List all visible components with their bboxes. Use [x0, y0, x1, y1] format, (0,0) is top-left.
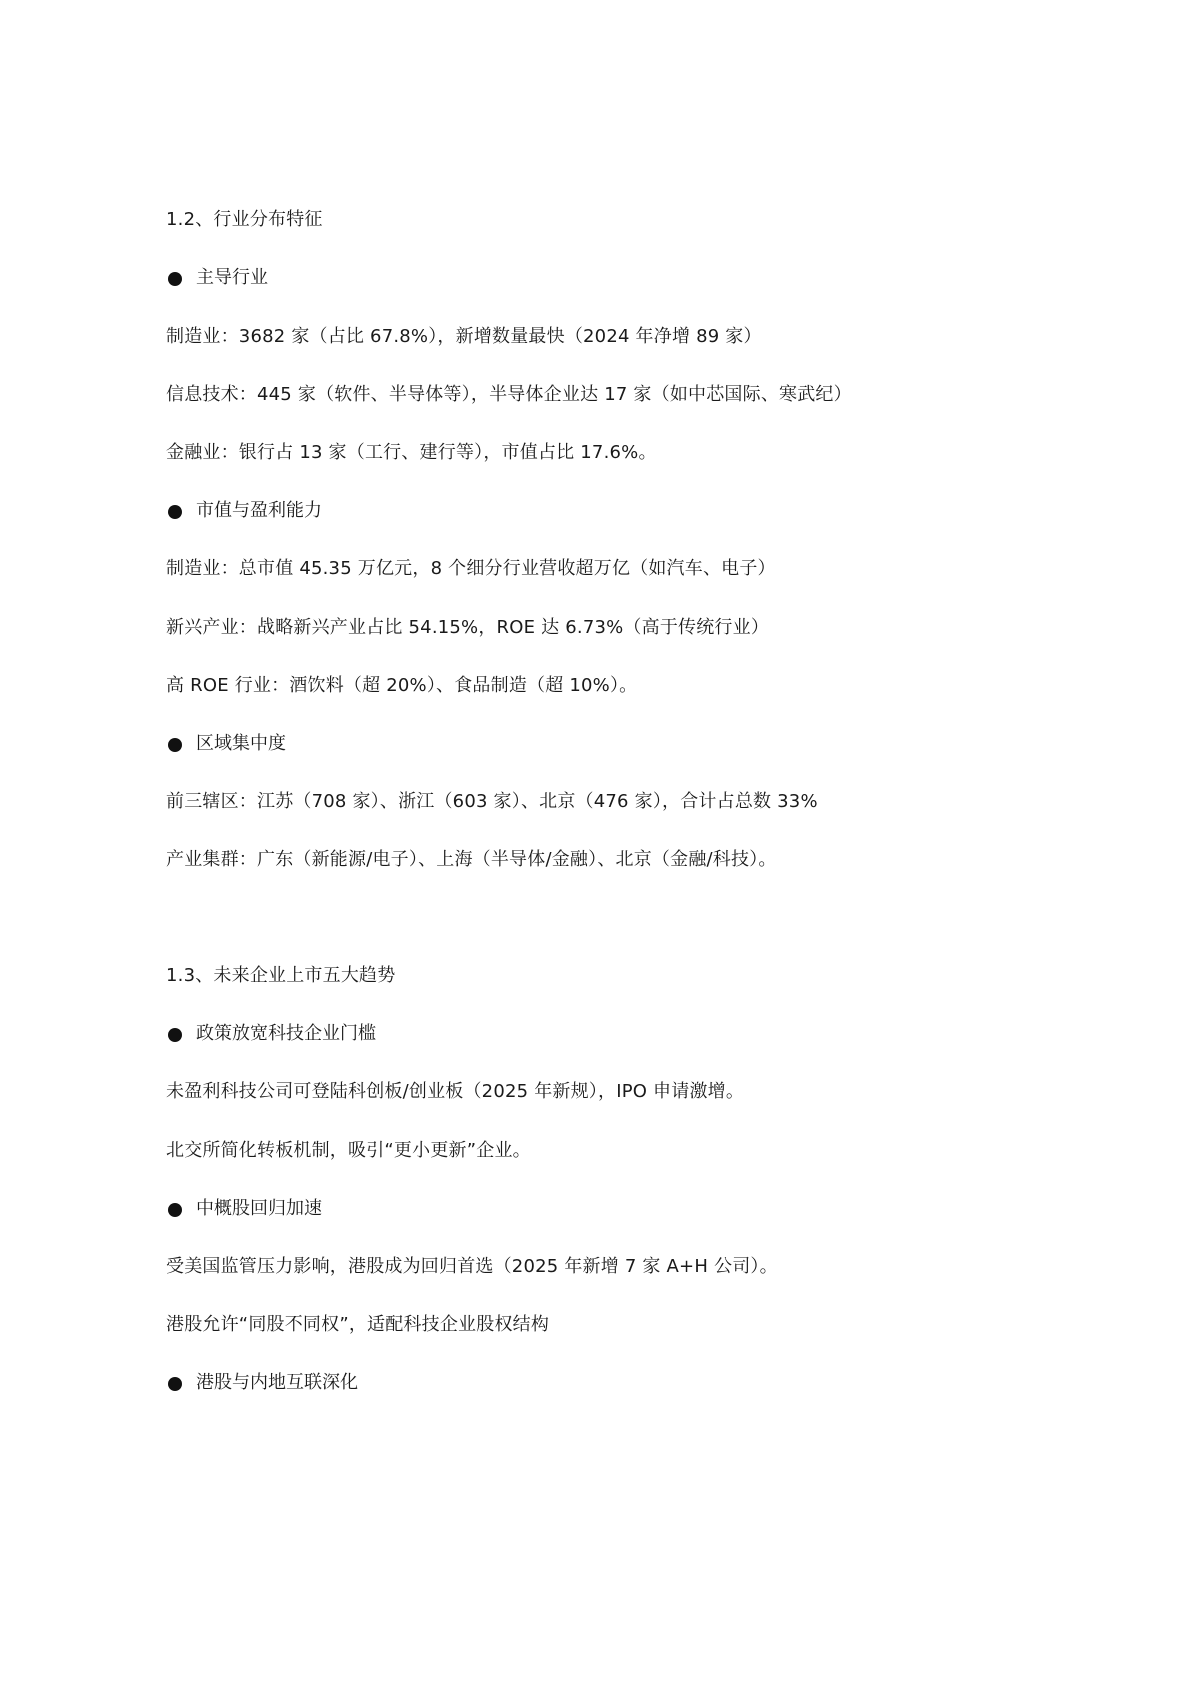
paragraph-weighted-voting: 港股允许“同股不同权”，适配科技企业股权结构	[166, 1314, 550, 1335]
bullet-title-china-concept-return: 中概股回归加速	[196, 1198, 322, 1219]
bullet-title-dominant-industries: 主导行业	[196, 267, 268, 288]
bullet-icon	[168, 505, 182, 519]
paragraph-high-roe: 高 ROE 行业：酒饮料（超 20%）、食品制造（超 10%）。	[166, 675, 638, 696]
bullet-icon	[168, 1028, 182, 1042]
paragraph-finance: 金融业：银行占 13 家（工行、建行等），市值占比 17.6%。	[166, 442, 657, 463]
bullet-icon	[168, 272, 182, 286]
paragraph-information-technology: 信息技术：445 家（软件、半导体等），半导体企业达 17 家（如中芯国际、寒武纪）	[166, 384, 852, 405]
paragraph-unprofitable-tech: 未盈利科技公司可登陆科创板/创业板（2025 年新规），IPO 申请激增。	[166, 1081, 745, 1102]
paragraph-emerging-industries: 新兴产业：战略新兴产业占比 54.15%，ROE 达 6.73%（高于传统行业）	[166, 617, 770, 638]
bullet-icon	[168, 1203, 182, 1217]
paragraph-manufacturing: 制造业：3682 家（占比 67.8%），新增数量最快（2024 年净增 89 家）	[166, 326, 762, 347]
paragraph-bse-transfer: 北交所简化转板机制，吸引“更小更新”企业。	[166, 1140, 531, 1161]
paragraph-manufacturing-market-value: 制造业：总市值 45.35 万亿元，8 个细分行业营收超万亿（如汽车、电子）	[166, 558, 776, 579]
bullet-icon	[168, 738, 182, 752]
bullet-title-policy-relaxation: 政策放宽科技企业门槛	[196, 1023, 376, 1044]
bullet-title-hk-mainland-connect: 港股与内地互联深化	[196, 1372, 358, 1393]
bullet-title-market-value: 市值与盈利能力	[196, 500, 322, 521]
section-heading-1-3: 1.3、未来企业上市五大趋势	[166, 965, 396, 986]
bullet-icon	[168, 1377, 182, 1391]
paragraph-us-regulation: 受美国监管压力影响，港股成为回归首选（2025 年新增 7 家 A+H 公司）。	[166, 1256, 778, 1277]
paragraph-top-three-regions: 前三辖区：江苏（708 家）、浙江（603 家）、北京（476 家），合计占总数 33%	[166, 791, 818, 812]
bullet-title-regional-concentration: 区域集中度	[196, 733, 286, 754]
paragraph-industry-clusters: 产业集群：广东（新能源/电子）、上海（半导体/金融）、北京（金融/科技）。	[166, 849, 777, 870]
section-heading-1-2: 1.2、行业分布特征	[166, 209, 323, 230]
